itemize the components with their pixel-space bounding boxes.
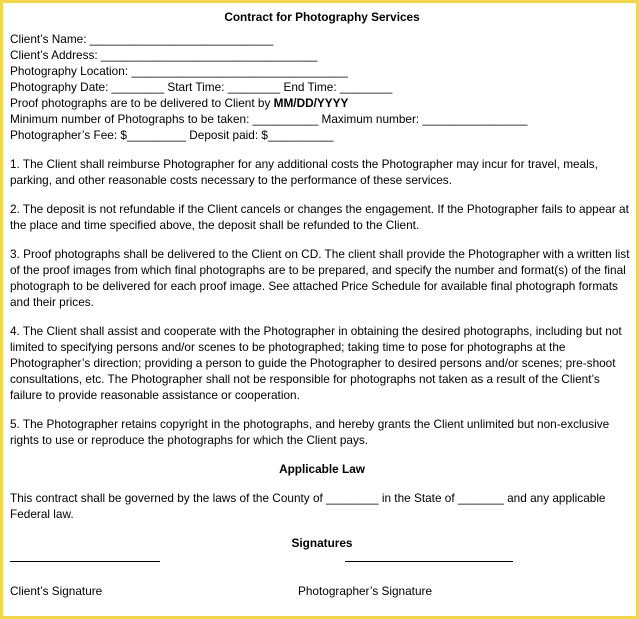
client-signature-label: Client’s Signature — [10, 584, 103, 598]
applicable-law-text: This contract shall be governed by the laws of the County of ________ in the State of _______ and any applicable Federal law. — [10, 491, 606, 521]
client-address-field: Client’s Address: _________________________________ — [10, 48, 318, 62]
applicable-law-heading: Applicable Law — [279, 462, 365, 476]
photography-location-field: Photography Location: _________________________________ — [10, 64, 348, 78]
photographer-signature-line[interactable] — [345, 561, 513, 562]
photo-count-field: Minimum number of Photographs to be taken: __________ Maximum number: ________________ — [10, 112, 528, 126]
proof-delivery-date: MM/DD/YYYY — [273, 96, 349, 110]
clause-1: 1. The Client shall reimburse Photographer for any additional costs the Photographer may incur for travel, meals, parking, and other reasonable costs necessary to the performance of these services. — [10, 157, 598, 187]
client-signature-line[interactable] — [10, 561, 160, 562]
proof-delivery-text: Proof photographs are to be delivered to Client by — [10, 96, 274, 110]
clause-4: 4. The Client shall assist and cooperate with the Photographer in obtaining the desired photographs, including but not limited to specifying persons and/or scenes to be photographed; taking time to pose for photographs at the Photographer’s direction; providing a person to guide the Photographer to desired persons and/or scenes; pre-shoot consultations, etc. The Photographer shall not be responsible for photographs not taken as a result of the Client’s failure to provide reasonable assistance or cooperation. — [10, 324, 622, 402]
signatures-heading: Signatures — [291, 536, 353, 550]
photography-date-time-field: Photography Date: ________ Start Time: ________ End Time: ________ — [10, 80, 393, 94]
clause-2: 2. The deposit is not refundable if the Client cancels or changes the engagement. If the Photographer fails to appear at the place and time specified above, the deposit shall be refunded to the Client. — [10, 202, 629, 232]
signature-labels — [10, 583, 634, 599]
fee-deposit-field: Photographer’s Fee: $_________ Deposit paid: $__________ — [10, 128, 334, 142]
signature-lines — [10, 551, 634, 571]
contract-document — [10, 9, 634, 599]
clause-5: 5. The Photographer retains copyright in the photographs, and hereby grants the Client unlimited but non-exclusive rights to use or reproduce the photographs for which the Client pays. — [10, 417, 610, 447]
proof-delivery-field — [10, 95, 634, 111]
client-name-field: Client’s Name: ____________________________ — [10, 32, 274, 46]
clause-3: 3. Proof photographs shall be delivered to the Client on CD. The client shall provide the Photographer with a written list of the proof images from which final photographs are to be prepared, and specify the number and format(s) of the final photograph to be delivered for each proof image. See attached Price Schedule for available final photograph formats and their prices. — [10, 247, 630, 309]
photographer-signature-label: Photographer’s Signature — [298, 584, 433, 598]
document-title: Contract for Photography Services — [224, 10, 420, 24]
